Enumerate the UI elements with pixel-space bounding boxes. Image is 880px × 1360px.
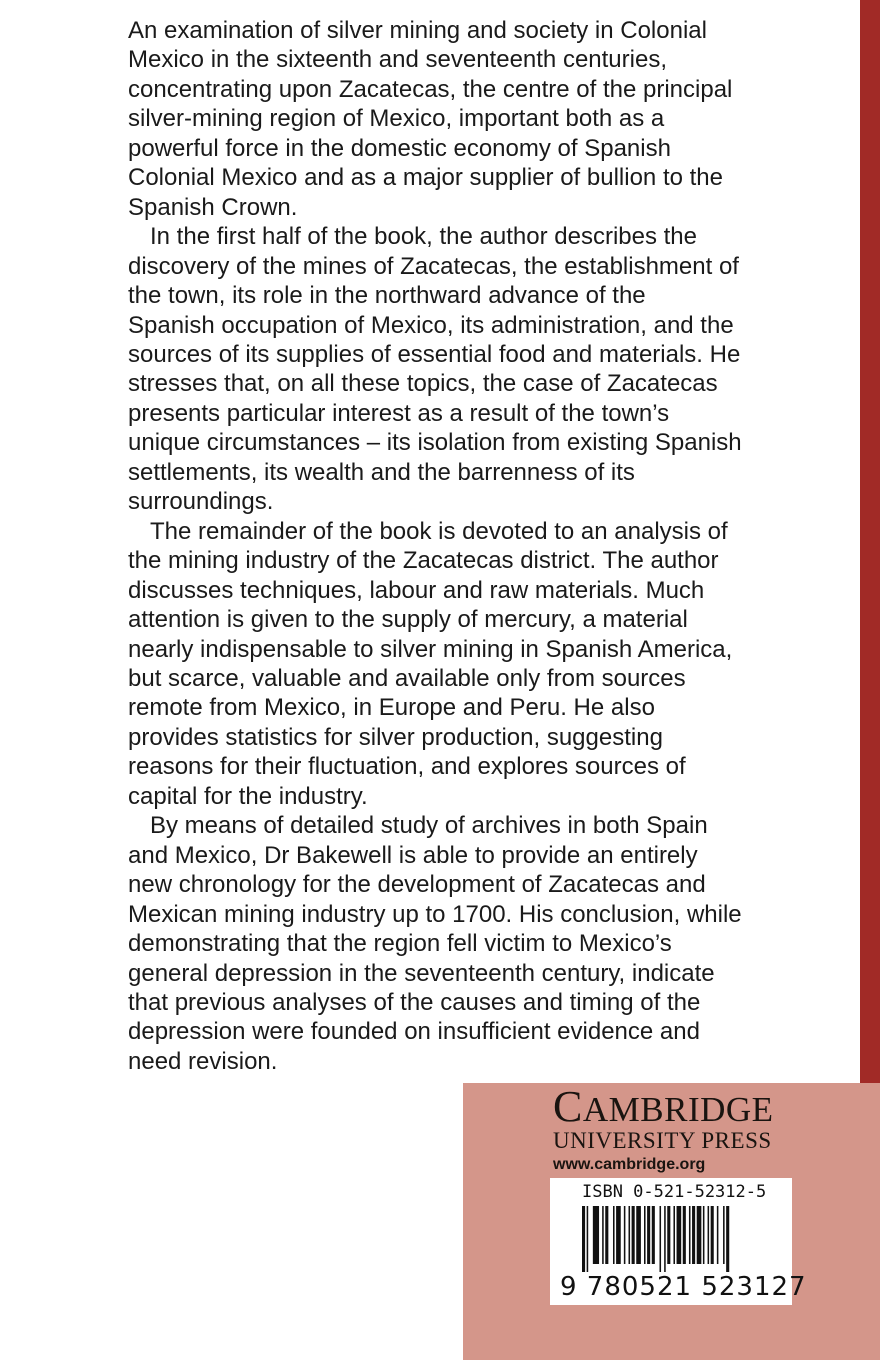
blurb-line: nearly indispensable to silver mining in Spanish America, bbox=[128, 635, 733, 663]
blurb-line: powerful force in the domestic economy of Spanish bbox=[128, 134, 671, 162]
barcode-bar bbox=[667, 1206, 670, 1264]
blurb-line: surroundings. bbox=[128, 488, 274, 516]
barcode-bar bbox=[664, 1206, 666, 1272]
blurb-line: remote from Mexico, in Europe and Peru. He also bbox=[128, 694, 655, 722]
blurb-paragraph bbox=[128, 222, 848, 517]
barcode-bar bbox=[636, 1206, 641, 1264]
blurb-line: need revision. bbox=[128, 1047, 278, 1075]
blurb-paragraph bbox=[128, 811, 848, 1076]
barcode-bars-icon bbox=[582, 1206, 782, 1272]
barcode-bar bbox=[683, 1206, 686, 1264]
blurb-line: and Mexico, Dr Bakewell is able to provide an entirely bbox=[128, 841, 698, 869]
barcode-bar bbox=[593, 1206, 599, 1264]
blurb-line: settlements, its wealth and the barrenness of its bbox=[128, 458, 635, 486]
blurb-line: capital for the industry. bbox=[128, 782, 368, 810]
blurb-line: attention is given to the supply of mercury, a material bbox=[128, 606, 688, 634]
blurb-line: reasons for their fluctuation, and explores sources of bbox=[128, 753, 686, 781]
barcode-bar bbox=[726, 1206, 729, 1272]
blurb-line: provides statistics for silver production, suggesting bbox=[128, 723, 663, 751]
blurb-line: Mexican mining industry up to 1700. His conclusion, while bbox=[128, 900, 742, 928]
barcode-bar bbox=[692, 1206, 695, 1264]
blurb-line: Colonial Mexico and as a major supplier of bullion to the bbox=[128, 164, 723, 192]
blurb-line: presents particular interest as a result of the town’s bbox=[128, 399, 670, 427]
barcode-bar bbox=[677, 1206, 682, 1264]
barcode-bar bbox=[616, 1206, 621, 1264]
blurb-line: Spanish occupation of Mexico, its administration, and the bbox=[128, 311, 734, 339]
barcode-bar bbox=[582, 1206, 585, 1272]
barcode-bar bbox=[632, 1206, 635, 1264]
blurb-line: that previous analyses of the causes and timing of the bbox=[128, 988, 701, 1016]
barcode-bar bbox=[602, 1206, 604, 1264]
barcode-bar bbox=[697, 1206, 702, 1264]
spine-color-strip bbox=[860, 0, 880, 1083]
logo-initial: C bbox=[553, 1082, 583, 1131]
blurb-line: but scarce, valuable and available only from sources bbox=[128, 664, 686, 692]
barcode-bar bbox=[673, 1206, 675, 1264]
publisher-url: www.cambridge.org bbox=[553, 1156, 706, 1173]
barcode-bar bbox=[703, 1206, 705, 1264]
barcode-bar bbox=[624, 1206, 626, 1264]
blurb-line: depression were founded on insufficient evidence and bbox=[128, 1018, 700, 1046]
publisher-panel bbox=[463, 1083, 880, 1360]
barcode-bar bbox=[587, 1206, 589, 1272]
barcode-bar bbox=[717, 1206, 719, 1264]
barcode-bar bbox=[652, 1206, 655, 1264]
blurb-line: Spanish Crown. bbox=[128, 193, 298, 221]
blurb-line: By means of detailed study of archives in both Spain bbox=[150, 812, 708, 840]
blurb-line: silver-mining region of Mexico, important both as a bbox=[128, 105, 665, 133]
blurb-line: In the first half of the book, the author describes the bbox=[150, 223, 697, 251]
blurb-line: The remainder of the book is devoted to an analysis of bbox=[150, 517, 728, 545]
blurb-line: unique circumstances – its isolation from existing Spanish bbox=[128, 429, 742, 457]
barcode-bar bbox=[629, 1206, 631, 1264]
isbn-number: ISBN 0-521-52312-5 bbox=[582, 1182, 767, 1202]
blurb-line: the mining industry of the Zacatecas district. The author bbox=[128, 547, 719, 575]
blurb-line: demonstrating that the region fell victim to Mexico’s bbox=[128, 930, 672, 958]
blurb-line: stresses that, on all these topics, the case of Zacatecas bbox=[128, 370, 718, 398]
blurb-line: new chronology for the development of Zacatecas and bbox=[128, 871, 706, 899]
publisher-logo-name bbox=[553, 1082, 774, 1131]
blurb-paragraph bbox=[128, 517, 848, 812]
back-cover-blurb bbox=[128, 16, 848, 1076]
barcode-bar bbox=[711, 1206, 714, 1264]
barcode-bar bbox=[605, 1206, 608, 1264]
blurb-line: An examination of silver mining and society in Colonial bbox=[128, 17, 707, 44]
isbn-barcode bbox=[550, 1178, 807, 1305]
logo-name-rest: AMBRIDGE bbox=[582, 1090, 774, 1129]
barcode-bar bbox=[613, 1206, 615, 1264]
barcode-bar bbox=[660, 1206, 662, 1272]
blurb-line: general depression in the seventeenth century, indicate bbox=[128, 959, 715, 987]
blurb-line: the town, its role in the northward advance of the bbox=[128, 282, 646, 310]
barcode-bar bbox=[644, 1206, 646, 1264]
blurb-line: concentrating upon Zacatecas, the centre of the principal bbox=[128, 75, 733, 103]
blurb-line: sources of its supplies of essential food and materials. He bbox=[128, 340, 741, 368]
ean-number: 9 780521 523127 bbox=[560, 1272, 807, 1302]
publisher-logo-subtitle: UNIVERSITY PRESS bbox=[553, 1128, 772, 1153]
barcode-bar bbox=[647, 1206, 650, 1264]
blurb-line: Mexico in the sixteenth and seventeenth centuries, bbox=[128, 46, 667, 74]
barcode-bar bbox=[689, 1206, 691, 1264]
blurb-paragraph bbox=[128, 16, 848, 222]
blurb-line: discovery of the mines of Zacatecas, the establishment of bbox=[128, 252, 739, 280]
barcode-bar bbox=[723, 1206, 725, 1264]
blurb-line: discusses techniques, labour and raw materials. Much bbox=[128, 576, 705, 604]
barcode-bar bbox=[708, 1206, 710, 1264]
